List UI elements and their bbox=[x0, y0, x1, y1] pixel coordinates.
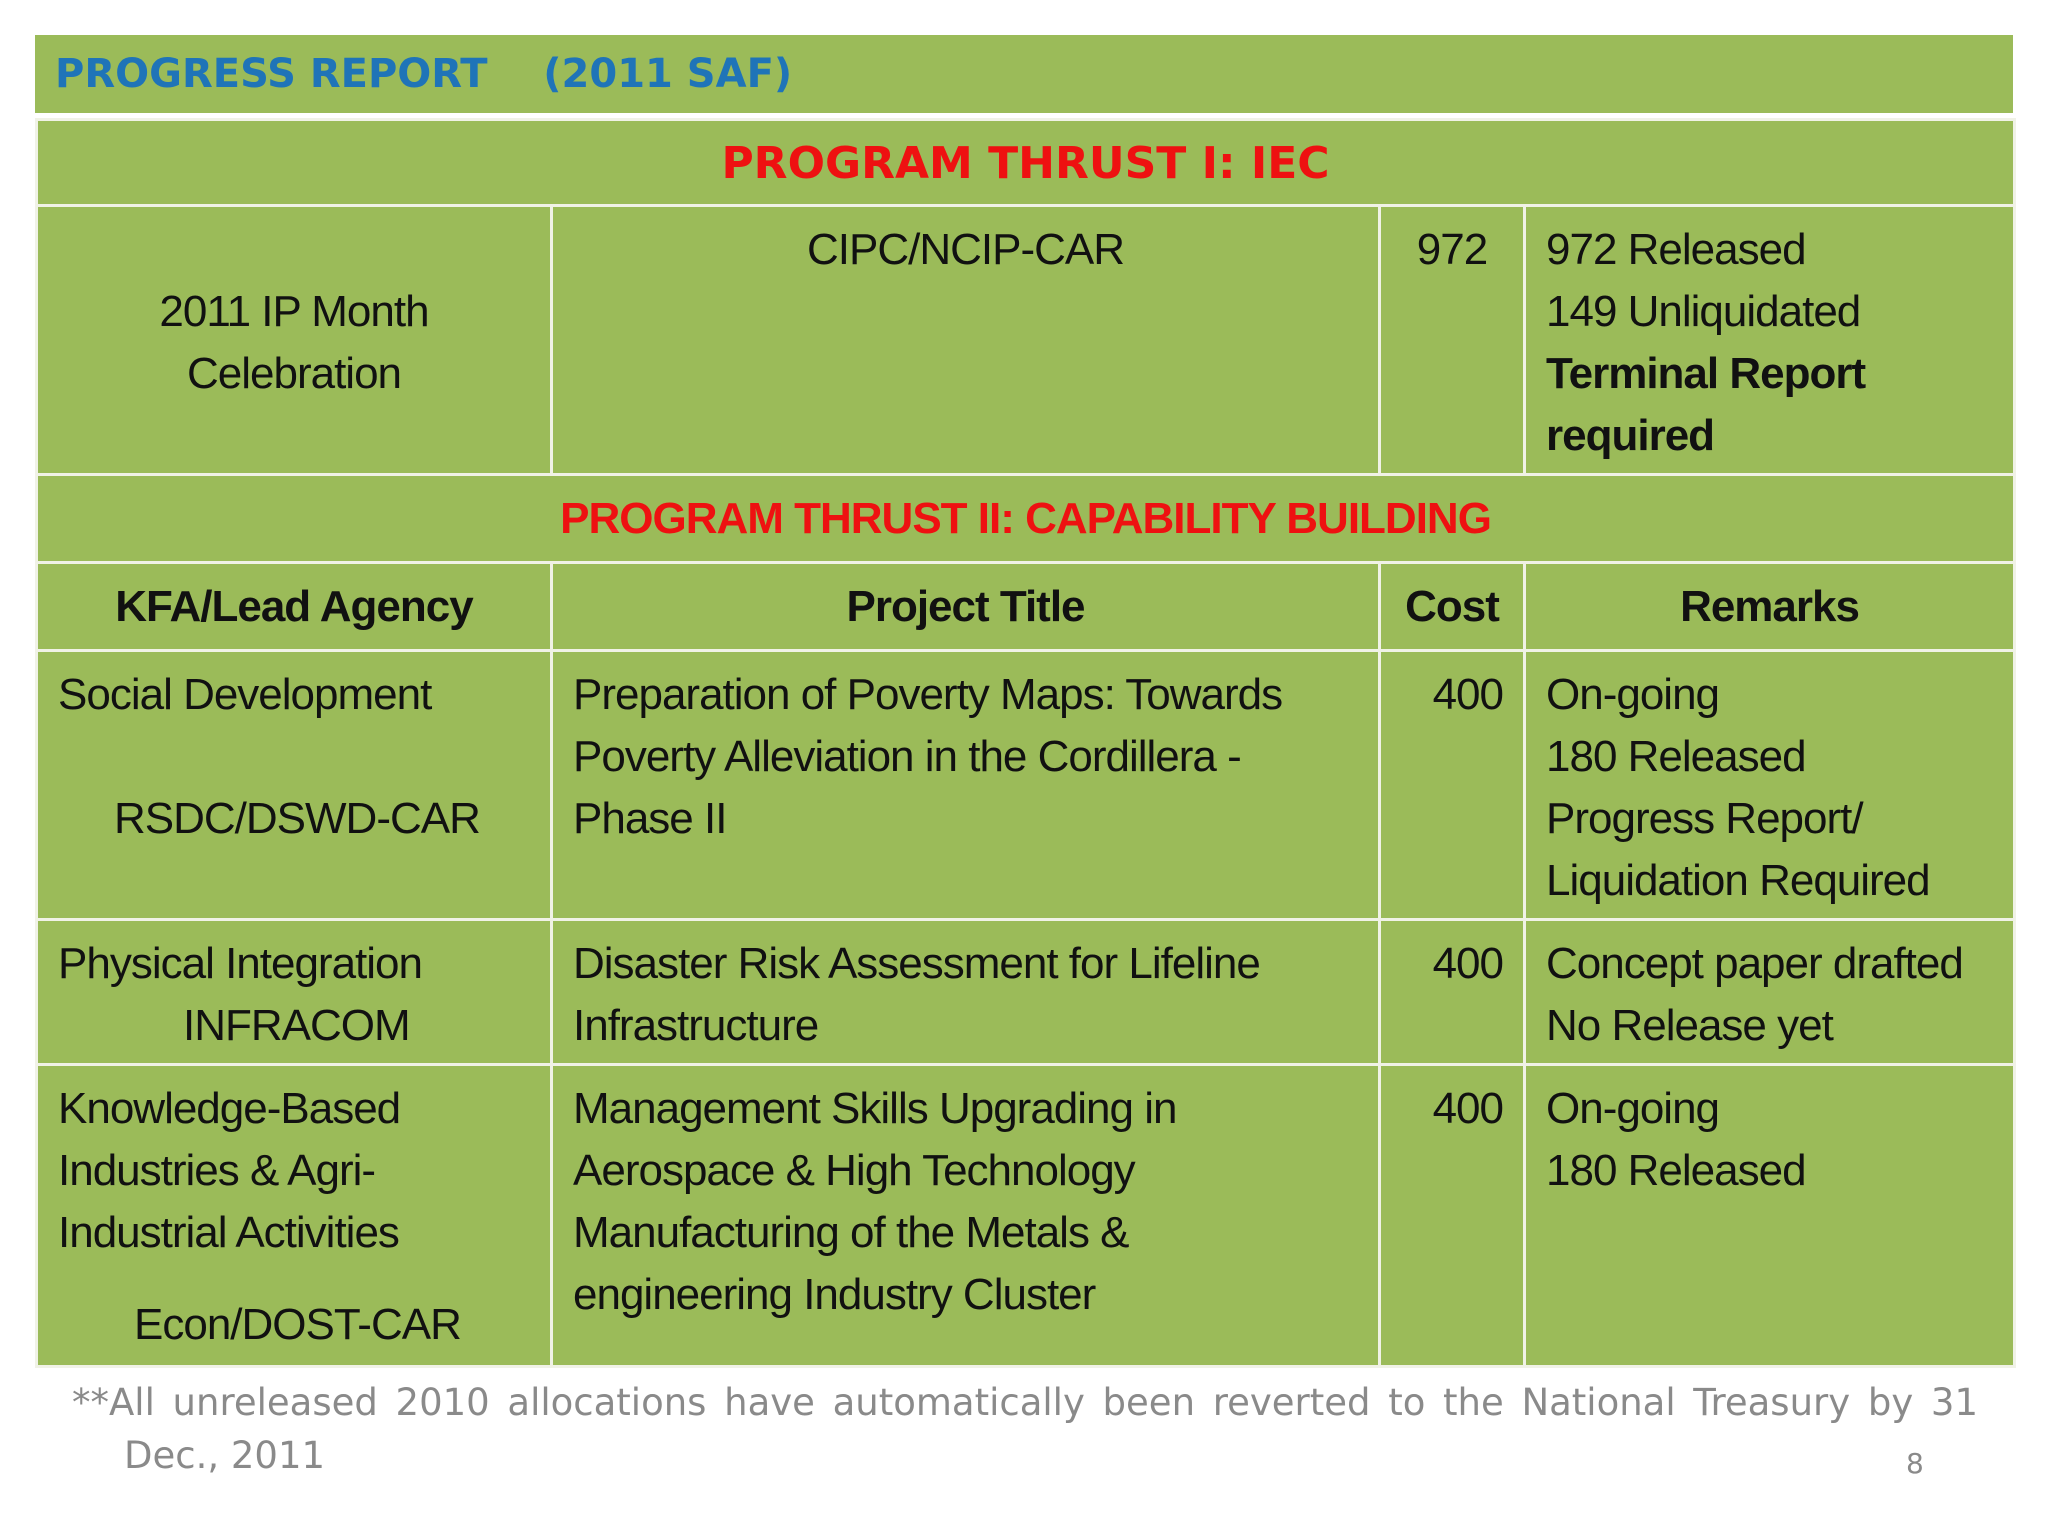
iec-remarks-cell bbox=[1525, 206, 2015, 475]
thrust2-title bbox=[37, 475, 2015, 563]
project-cell bbox=[552, 920, 1380, 1065]
cost-value: 400 bbox=[1432, 1084, 1503, 1133]
thrust2-title-text: PROGRAM THRUST II: CAPABILITY BUILDING bbox=[560, 494, 1491, 543]
table-row bbox=[37, 206, 2015, 475]
report-header bbox=[35, 35, 2013, 113]
footnote-continuation: Dec., 2011 bbox=[124, 1434, 326, 1477]
iec-cost-cell bbox=[1380, 206, 1525, 475]
column-header-project bbox=[552, 563, 1380, 651]
thrust1-heading-row bbox=[37, 120, 2015, 206]
remark-line: Progress Report/ bbox=[1546, 794, 1863, 843]
remark-line: 180 Released bbox=[1546, 732, 1806, 781]
project-cell bbox=[552, 1065, 1380, 1367]
project-line: Phase II bbox=[573, 794, 727, 843]
column-header-project-text: Project Title bbox=[846, 582, 1085, 631]
iec-agency-line: Celebration bbox=[186, 349, 402, 398]
project-line: engineering Industry Cluster bbox=[573, 1270, 1096, 1319]
project-line: Management Skills Upgrading in bbox=[573, 1084, 1177, 1133]
iec-agency-cell bbox=[37, 206, 552, 475]
remark-line: 180 Released bbox=[1546, 1146, 1806, 1195]
table-row bbox=[37, 651, 2015, 920]
thrust2-heading-row bbox=[37, 475, 2015, 563]
project-line: Infrastructure bbox=[573, 1001, 819, 1050]
iec-remark-line: 972 Released bbox=[1546, 225, 1806, 274]
cost-cell bbox=[1380, 920, 1525, 1065]
remarks-cell bbox=[1525, 920, 2015, 1065]
project-cell bbox=[552, 651, 1380, 920]
kfa-cell bbox=[37, 1065, 552, 1367]
lead-agency: Econ/DOST-CAR bbox=[134, 1300, 461, 1349]
progress-table bbox=[35, 118, 2016, 1368]
report-year: (2011 SAF) bbox=[543, 51, 793, 97]
kfa-name: Social Development bbox=[58, 670, 432, 719]
iec-remark-line: 149 Unliquidated bbox=[1546, 287, 1861, 336]
remarks-cell bbox=[1525, 1065, 2015, 1367]
project-line: Manufacturing of the Metals & bbox=[573, 1208, 1129, 1257]
kfa-name-line: Industries & Agri- bbox=[58, 1146, 376, 1195]
spacer bbox=[58, 1264, 530, 1294]
remark-line: On-going bbox=[1546, 670, 1720, 719]
cost-value: 400 bbox=[1432, 670, 1503, 719]
lead-agency: INFRACOM bbox=[183, 1001, 410, 1050]
kfa-cell bbox=[37, 651, 552, 920]
iec-agency-line: 2011 IP Month bbox=[159, 287, 429, 336]
report-subtitle bbox=[488, 51, 544, 97]
column-header-remarks-text: Remarks bbox=[1680, 582, 1859, 631]
remarks-cell bbox=[1525, 651, 2015, 920]
column-header-cost-text: Cost bbox=[1405, 582, 1499, 631]
table-row bbox=[37, 920, 2015, 1065]
iec-remark-bold-line: required bbox=[1546, 411, 1715, 460]
iec-remark-bold-line: Terminal Report bbox=[1546, 349, 1866, 398]
column-header-row bbox=[37, 563, 2015, 651]
kfa-name: Physical Integration bbox=[58, 939, 422, 988]
table-row bbox=[37, 1065, 2015, 1367]
project-line: Poverty Alleviation in the Cordillera - bbox=[573, 732, 1241, 781]
project-line: Aerospace & High Technology bbox=[573, 1146, 1135, 1195]
page-number: 8 bbox=[1906, 1447, 1924, 1480]
spacer bbox=[58, 726, 530, 788]
cost-cell bbox=[1380, 651, 1525, 920]
iec-cost: 972 bbox=[1416, 225, 1488, 274]
remark-line: No Release yet bbox=[1546, 1001, 1833, 1050]
project-line: Disaster Risk Assessment for Lifeline bbox=[573, 939, 1260, 988]
remark-line: On-going bbox=[1546, 1084, 1720, 1133]
footnote: **All unreleased 2010 allocations have automatically been reverted to the National Treasury by 31 bbox=[72, 1381, 1978, 1424]
kfa-cell bbox=[37, 920, 552, 1065]
kfa-name-line: Industrial Activities bbox=[58, 1208, 399, 1257]
remark-line: Liquidation Required bbox=[1546, 856, 1930, 905]
report-title: PROGRESS REPORT bbox=[55, 51, 488, 97]
project-line: Preparation of Poverty Maps: Towards bbox=[573, 670, 1283, 719]
cost-value: 400 bbox=[1432, 939, 1503, 988]
column-header-remarks bbox=[1525, 563, 2015, 651]
kfa-name-line: Knowledge-Based bbox=[58, 1084, 401, 1133]
column-header-kfa-text: KFA/Lead Agency bbox=[115, 582, 473, 631]
lead-agency: RSDC/DSWD-CAR bbox=[114, 794, 480, 843]
iec-project: CIPC/NCIP-CAR bbox=[806, 225, 1125, 274]
thrust1-title: PROGRAM THRUST I: IEC bbox=[37, 120, 2015, 206]
cost-cell bbox=[1380, 1065, 1525, 1367]
column-header-kfa bbox=[37, 563, 552, 651]
remark-line: Concept paper drafted bbox=[1546, 939, 1963, 988]
column-header-cost bbox=[1380, 563, 1525, 651]
iec-project-cell bbox=[552, 206, 1380, 475]
